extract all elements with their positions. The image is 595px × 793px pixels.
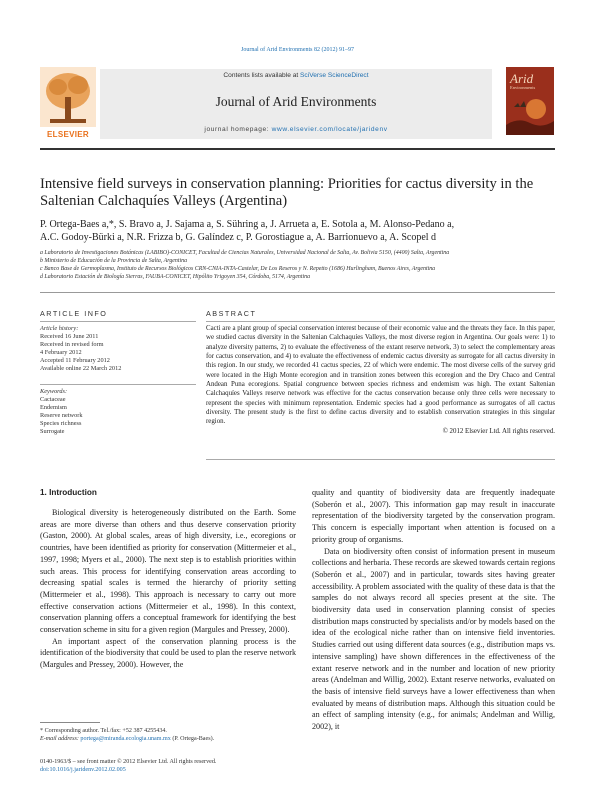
- affiliation-c: c Banco Base de Germoplasma, Instituto de Recursos Biológicos CRN-CNIA-INTA-Castelar, De Los Reseros y N. Repetto (1686) Hurlingham, Buenos Aires, Argentina: [40, 266, 436, 272]
- article-title: Intensive field surveys in conservation planning: Priorities for cactus diversity in the Saltenian Calchaquíes Valleys (Argentina): [40, 176, 534, 209]
- history-received: Received 16 June 2011: [40, 333, 99, 340]
- cover-subtitle: Environments: [510, 85, 536, 90]
- abstract-divider: [206, 321, 555, 322]
- keyword: Reserve network: [40, 412, 83, 419]
- contents-line: [100, 72, 492, 79]
- authors-line-2[interactable]: A.C. Godoy-Bürki a, N.R. Frizza b, G. Galíndez c, P. Gorostiague a, A. Barrionuevo a, A. Scopel d: [40, 232, 437, 243]
- article-info-heading: ARTICLE INFO: [40, 309, 108, 318]
- email-suffix: (P. Ortega-Baes).: [170, 736, 215, 742]
- history-revised-label: Received in revised form: [40, 341, 104, 348]
- footnote-divider: [40, 722, 100, 723]
- abstract-heading: ABSTRACT: [206, 309, 257, 318]
- elsevier-logo: [40, 67, 96, 139]
- authors-line-1[interactable]: P. Ortega-Baes a,*, S. Bravo a, J. Sajama a, S. Sühring a, J. Arrueta a, E. Sotola a, M. Alonso-Pedano a,: [40, 219, 455, 230]
- journal-title: Journal of Arid Environments: [215, 94, 377, 109]
- homepage-prefix: journal homepage:: [204, 126, 272, 133]
- email-line: [40, 735, 296, 743]
- keywords-label: Keywords:: [40, 388, 68, 395]
- affiliation-d: d Laboratorio Estación de Biología Sierras, FAUBA-CONICET, Hipólito Yrigoyen 354, Córdoba, 5174, Argentina: [40, 274, 311, 280]
- journal-homepage-line: [100, 126, 492, 133]
- article-history: [40, 325, 196, 373]
- affiliations: [40, 249, 555, 281]
- abstract-copyright: © 2012 Elsevier Ltd. All rights reserved.: [442, 427, 555, 435]
- abstract-text: Cacti are a plant group of special conservation interest because of their economic value and the threats they face. In this paper, we studied cactus diversity in the Saltenian Calchaquíes Valleys, the most diverse region in Argentina. Our goals were: 1) to analyze diversity patterns, 2) to evaluate the effectiveness of the extant reserve network, 3) to select the complementary areas for cactus conservation, and 4) to evaluate the effectiveness of endemic cactus diversity as surrogate for all cactus diversity in this region. In our study, we recorded 41 cactus species, 22 of which were endemic. The most diverse cells of the survey grid were located in the High Monte ecoregion and in transition zones between this ecoregion and the Dry Chaco and Central Andean Puna ecoregions. Spatial congruence between species richness and endemism was high. The extant Saltenian Calchaquíes Valleys reserve network was effective for the cactus conservation because only three cells were necessary to represent the species with minimum representation. Endemic species had a good performance as surrogates of all cactus diversity. The present study is the first to define cactus diversity and to establish conservation strategies in this singular region.: [206, 325, 555, 426]
- journal-reference[interactable]: Journal of Arid Environments 82 (2012) 91–97: [241, 47, 354, 53]
- affiliation-b: b Ministerio de Educación de la Provincia de Salta, Argentina: [40, 258, 188, 264]
- keywords: [40, 388, 196, 436]
- body-paragraph: Data on biodiversity often consist of information present in museum collections and herbaria. These records are skewed towards certain regions (Soberón et al., 2007) and in particular, towards sites having greater accessibility. A problem associated with the quality of these data is that the samples do not always record all species present at the site. The biodiversity data used in conservation planning consist of species distribution maps constructed by specialists and/or by models based on the idea of the ecological niche rather than on intensive field inventories. Studies carried out using different data sources (e.g., distribution maps vs. intensive sampling) have shown differences in the effectiveness of the extant reserve network and in the number and location of new priority areas (Andelman and Willig, 2002). Extant reserve networks, evaluated on the basis of intensive field surveys have a lower effectiveness than when evaluated by means of distribution maps. Although this situation could be an effect of sampling intensity (e.g., for animals; Andelman and Willig, 2002), it: [312, 546, 555, 732]
- footnote: [40, 727, 296, 743]
- contents-prefix: Contents lists available at: [223, 72, 301, 79]
- cover-landscape-icon: [506, 67, 554, 135]
- metadata-divider: [40, 292, 555, 293]
- history-label: Article history:: [40, 325, 79, 332]
- keyword: Surrogate: [40, 428, 65, 435]
- author-list: [40, 218, 555, 244]
- abstract-body: [206, 324, 555, 436]
- affiliation-a: a Laboratorio de Investigaciones Botánicas (LABIBO)-CONICET, Facultad de Ciencias Naturales, Universidad Nacional de Salta, Av. Bolivia 5150, (4400) Salta, Argentina: [40, 250, 450, 256]
- cover-title: Arid: [510, 71, 534, 86]
- keywords-divider: [40, 384, 196, 385]
- header-divider: [40, 148, 555, 150]
- email-link[interactable]: portega@miranda.ecologia.unam.mx: [80, 736, 171, 742]
- body-left-column: [40, 507, 296, 671]
- history-revised-date: 4 February 2012: [40, 349, 82, 356]
- homepage-link[interactable]: www.elsevier.com/locate/jaridenv: [271, 126, 388, 133]
- elsevier-wordmark: ELSEVIER: [47, 130, 89, 139]
- keyword: Cactaceae: [40, 396, 66, 403]
- issn-line: 0140-1963/$ – see front matter © 2012 Elsevier Ltd. All rights reserved.: [40, 759, 217, 765]
- body-right-column: [312, 487, 555, 733]
- keyword: Endemism: [40, 404, 67, 411]
- doi-link[interactable]: doi:10.1016/j.jaridenv.2012.02.005: [40, 767, 126, 773]
- body-paragraph: quality and quantity of biodiversity data are frequently inadequate (Soberón et al., 2007). This information gap may result in inaccurate representation of the biodiversity targeted by the conservation program. This concern is especially important when attention is focused on a priority group of organisms.: [312, 488, 555, 544]
- history-accepted: Accepted 11 February 2012: [40, 357, 110, 364]
- abstract-bottom-divider: [206, 459, 555, 460]
- sciencedirect-link[interactable]: SciVerse ScienceDirect: [300, 72, 369, 79]
- history-online: Available online 22 March 2012: [40, 365, 122, 372]
- keyword: Species richness: [40, 420, 82, 427]
- corresponding-author-note: * Corresponding author. Tel./fax: +52 387 4255434.: [40, 728, 167, 734]
- email-label: E-mail address:: [40, 736, 81, 742]
- body-paragraph: Biological diversity is heterogeneously distributed on the Earth. Some areas are more diverse than others and thus deserve conservation priority (Gaston, 2000). At global scales, areas of high diversity, i.e., ecoregions or countries, have been identified as priority for conservation (Mittermeier et al., 1997, 1998; Myers et al., 2000). The next step is to establish priorities within such areas. This process for identifying conservation areas according to decreasing spatial scales is termed the hierarchy of priority setting (Mittermeier et al., 1998). This approach is necessary to carry out more effective conservation actions (Mittermeier et al., 1998). In this context, conservation planning offers a conceptual framework for identifying the best conservation scheme in situ for a given region (Margules and Pressey, 2000).: [40, 508, 296, 635]
- journal-cover-thumbnail[interactable]: [506, 67, 554, 135]
- introduction-heading: 1. Introduction: [40, 488, 97, 497]
- elsevier-tree-icon: [40, 67, 96, 127]
- article-info-divider: [40, 321, 196, 322]
- issn-block: [40, 758, 216, 774]
- body-paragraph: An important aspect of the conservation planning process is the identification of the biodiversity that could be used to plan the reserve network (Margules and Pressey, 2000). However, the: [40, 636, 296, 670]
